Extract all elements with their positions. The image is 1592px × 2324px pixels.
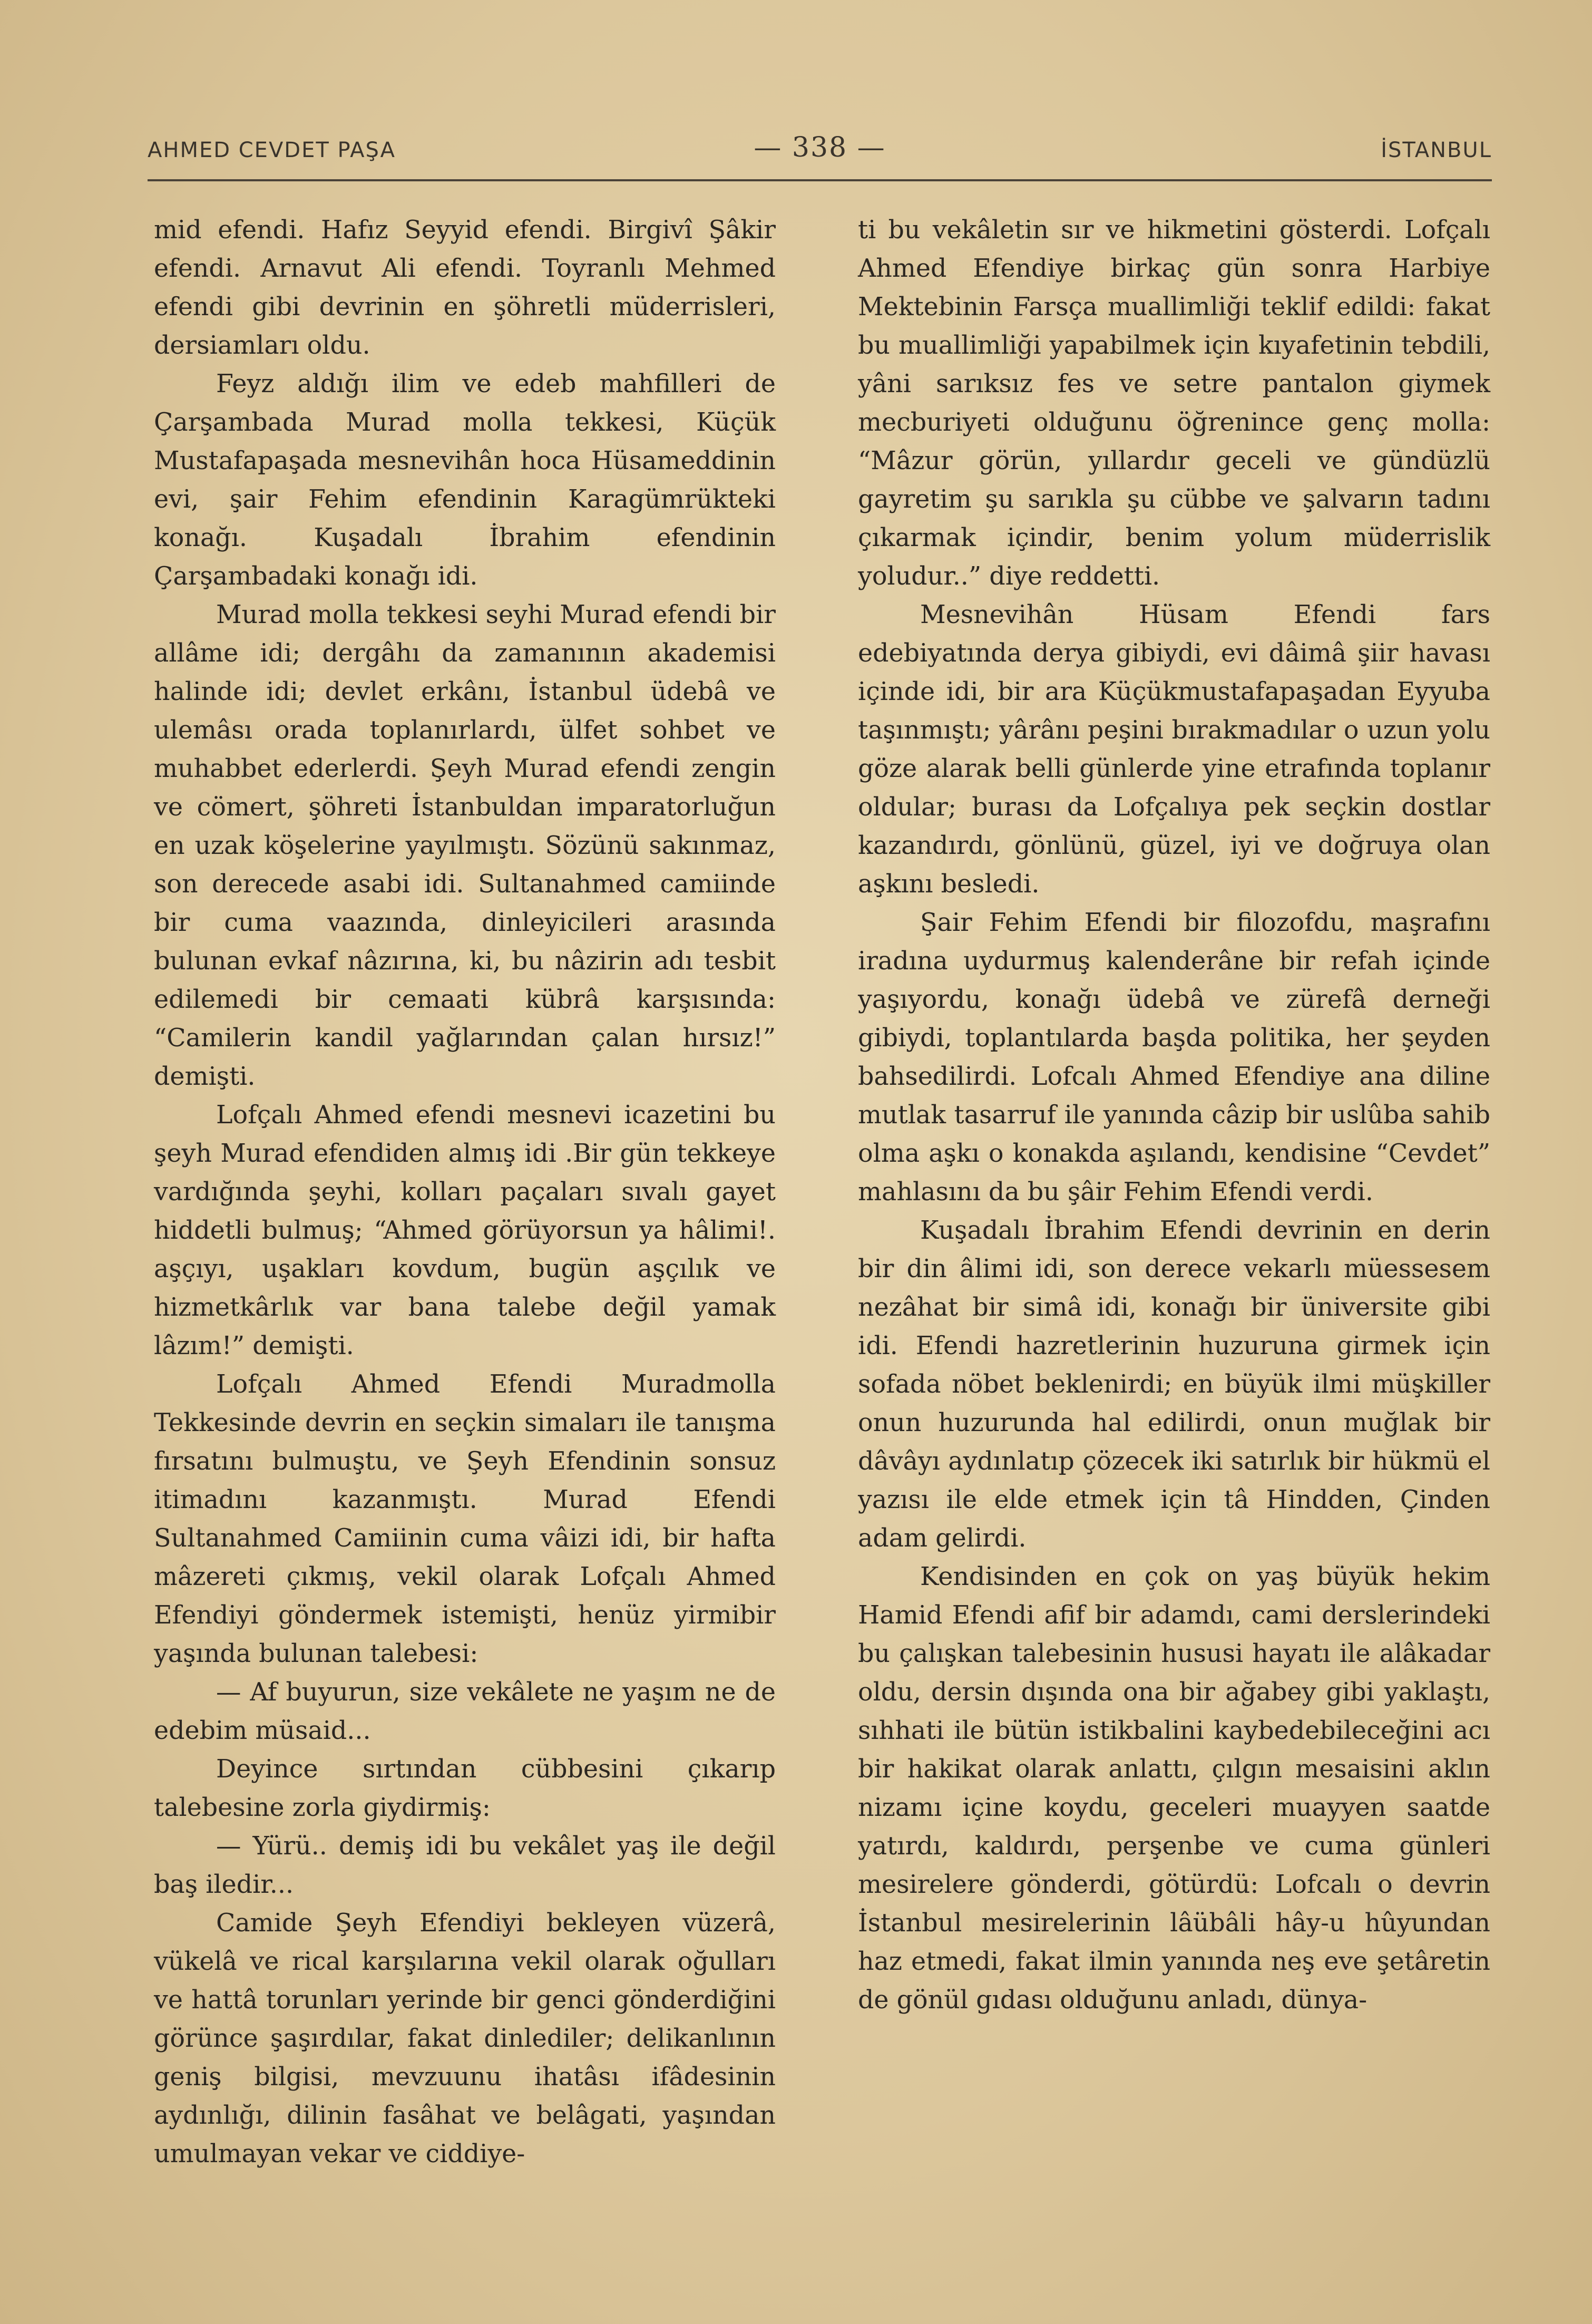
paragraph: Feyz aldığı ilim ve edeb mahfilleri de Çarşambada Murad molla tekkesi, Küçük Mustafapaşada mesnevihân hoca Hüsameddinin evi, şair Fehim efendinin Karagümrükteki konağı. Kuşadalı İbrahim efendinin Çarşambadaki konağı idi.	[154, 369, 776, 591]
paragraph: Camide Şeyh Efendiyi bekleyen vüzerâ, vükelâ ve rical karşılarına vekil olarak oğulları ve hattâ torunları yerinde bir genci gönderdiğini görünce şaşırdılar, fakat dinlediler; delikanlının geniş bilgisi, mevzuunu ihatâsı ifâdesinin aydınlığı, dilinin fasâhat ve belâgati, yaşından umulmayan vekar ve ciddiye-	[154, 1909, 776, 2169]
paragraph: Deyince sırtından cübbesini çıkarıp talebesine zorla giydirmiş:	[154, 1755, 776, 1822]
page-number: — 338 —	[754, 132, 886, 163]
header-section: İSTANBUL	[1381, 138, 1492, 162]
left-column	[154, 211, 776, 2173]
paragraph: Lofçalı Ahmed Efendi Muradmolla Tekkesinde devrin en seçkin simaları ile tanışma fırsatını bulmuştu, ve Şeyh Efendinin sonsuz itimadını kazanmıştı. Murad Efendi Sultanahmed Camiinin cuma vâizi idi, bir hafta mâzereti çıkmış, vekil olarak Lofçalı Ahmed Efendiyi göndermek istemişti, henüz yirmibir yaşında bulunan talebesi:	[154, 1370, 776, 1668]
paragraph: ti bu vekâletin sır ve hikmetini gösterdi. Lofçalı Ahmed Efendiye birkaç gün sonra Harbiye Mektebinin Farsça muallimliği teklif edildi: fakat bu muallimliği yapabilmek için kıyafetinin tebdili, yâni sarıksız fes ve setre pantalon giymek mecburiyeti olduğunu öğrenince genç molla: “Mâzur görün, yıllardır geceli ve gündüzlü gayretim şu sarıkla şu cübbe ve şalvarın tadını çıkarmak içindir, benim yolum müderrislik yoludur..” diye reddetti.	[858, 216, 1490, 591]
header-rule	[148, 179, 1492, 181]
paragraph: Mesnevihân Hüsam Efendi fars edebiyatında derya gibiydi, evi dâimâ şiir havası içinde idi, bir ara Küçükmustafapaşadan Eyyuba taşınmıştı; yârânı peşini bırakmadılar o uzun yolu göze alarak belli günlerde yine etrafında toplanır oldular; burası da Lofçalıya pek seçkin dostlar kazandırdı, gönlünü, güzel, iyi ve doğruya olan aşkını besledi.	[858, 600, 1490, 899]
paragraph: — Af buyurun, size vekâlete ne yaşım ne de edebim müsaid...	[154, 1678, 776, 1745]
header-author: AHMED CEVDET PAŞA	[148, 138, 396, 162]
paragraph: — Yürü.. demiş idi bu vekâlet yaş ile değil baş iledir...	[154, 1832, 776, 1899]
paragraph: Kuşadalı İbrahim Efendi devrinin en derin bir din âlimi idi, son derece vekarlı müessesem nezâhat bir simâ idi, konağı bir üniversite gibi idi. Efendi hazretlerinin huzuruna girmek için sofada nöbet beklenirdi; en büyük ilmi müşkiller onun huzurunda hal edilirdi, onun muğlak bir dâvâyı aydınlatıp çözecek iki satırlık bir hükmü el yazısı ile elde etmek için tâ Hindden, Çinden adam gelirdi.	[858, 1216, 1490, 1553]
right-column	[858, 211, 1490, 2019]
paragraph: Şair Fehim Efendi bir filozofdu, maşrafını iradına uydurmuş kalenderâne bir refah içinde yaşıyordu, konağı üdebâ ve zürefâ derneği gibiydi, toplantılarda başda politika, her şeyden bahsedilirdi. Lofcalı Ahmed Efendiye ana diline mutlak tasarruf ile yanında câzip bir uslûba sahib olma aşkı o konakda aşılandı, kendisine “Cevdet” mahlasını da bu şâir Fehim Efendi verdi.	[858, 908, 1490, 1207]
running-header	[148, 132, 1492, 174]
paragraph: Lofçalı Ahmed efendi mesnevi icazetini bu şeyh Murad efendiden almış idi .Bir gün tekkeye vardığında şeyhi, kolları paçaları sıvalı gayet hiddetli bulmuş; “Ahmed görüyorsun ya hâlimi!. aşçıyı, uşakları kovdum, bugün aşçılık ve hizmetkârlık var bana talebe değil yamak lâzım!” demişti.	[154, 1101, 776, 1360]
paragraph: Kendisinden en çok on yaş büyük hekim Hamid Efendi afif bir adamdı, cami derslerindeki bu çalışkan talebesinin hususi hayatı ile alâkadar oldu, dersin dışında ona bir ağabey gibi yaklaştı, sıhhati ile bütün istikbalini kaybedebileceğini acı bir hakikat olarak anlattı, çılgın mesaisini aklın nizamı içine koydu, geceleri muayyen saatde yatırdı, kaldırdı, perşenbe ve cuma günleri mesirelere gönderdi, götürdü: Lofcalı o devrin İstanbul mesirelerinin lâübâli hây-u hûyundan haz etmedi, fakat ilmin yanında neş eve şetâretin de gönül gıdası olduğunu anladı, dünya-	[858, 1562, 1490, 2015]
paragraph: Murad molla tekkesi seyhi Murad efendi bir allâme idi; dergâhı da zamanının akademisi halinde idi; devlet erkânı, İstanbul üdebâ ve ulemâsı orada toplanırlardı, ülfet sohbet ve muhabbet ederlerdi. Şeyh Murad efendi zengin ve cömert, şöhreti İstanbuldan imparatorluğun en uzak köşelerine yayılmıştı. Sözünü sakınmaz, son derecede asabi idi. Sultanahmed camiinde bir cuma vaazında, dinleyicileri arasında bulunan evkaf nâzırına, ki, bu nâzirin adı tesbit edilemedi bir cemaati kübrâ karşısında: “Camilerin kandil yağlarından çalan hırsız!” demişti.	[154, 600, 776, 1091]
paragraph: mid efendi. Hafız Seyyid efendi. Birgivî Şâkir efendi. Arnavut Ali efendi. Toyranlı Mehmed efendi gibi devrinin en şöhretli müderrisleri, dersiamları oldu.	[154, 216, 776, 360]
